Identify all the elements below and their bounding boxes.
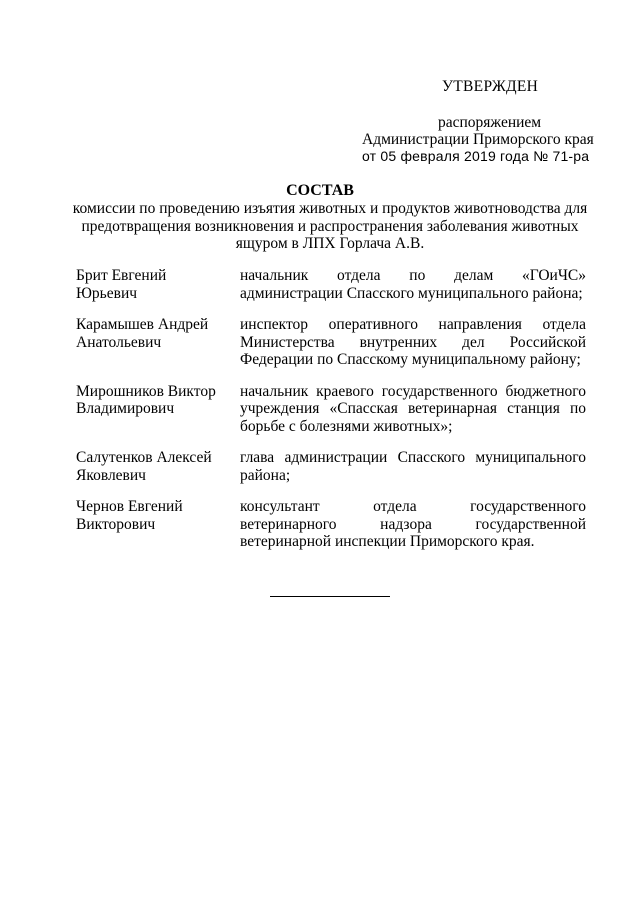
member-name: Брит Евгений Юрьевич	[76, 267, 167, 302]
document-subheading: комиссии по проведению изъятия животных и продуктов животноводства для предотвращения возникновения и распространения заболевания животных ящуром в ЛПХ Горлача А.В.	[72, 200, 588, 252]
approval-title: УТВЕРЖДЕН	[442, 78, 539, 95]
member-name: Чернов Евгений Викторович	[76, 498, 183, 533]
member-role: начальник отдела по делам «ГОиЧС» администрации Спасского муниципального района;	[240, 267, 586, 302]
member-role: глава администрации Спасского муниципального района;	[240, 449, 586, 484]
member-role: консультант отдела государственного ветеринарного надзора государственной ветеринарной инспекции Приморского края.	[240, 498, 586, 550]
member-name: Салутенков Алексей Яковлевич	[76, 449, 212, 484]
members-list	[76, 267, 586, 565]
approval-order-line1: распоряжением	[438, 114, 542, 131]
member-name: Мирошников Виктор Владимирович	[76, 382, 216, 417]
document-heading: СОСТАВ	[286, 182, 354, 199]
member-row	[76, 267, 586, 302]
approval-order-date: от 05 февраля 2019 года № 71-ра	[362, 148, 590, 164]
member-role: начальник краевого государственного бюджетного учреждения «Спасская ветеринарная станция по борьбе с болезнями животных»;	[240, 382, 586, 435]
closing-divider	[270, 596, 390, 597]
member-role: инспектор оперативного направления отдела Министерства внутренних дел Российской Федерации по Спасскому муниципальному району;	[240, 316, 586, 368]
member-row	[76, 316, 586, 369]
approval-order-line2: Администрации Приморского края	[362, 131, 594, 148]
member-name: Карамышев Андрей Анатольевич	[76, 316, 209, 351]
member-row	[76, 449, 586, 484]
member-row	[76, 498, 586, 551]
member-row	[76, 383, 586, 436]
